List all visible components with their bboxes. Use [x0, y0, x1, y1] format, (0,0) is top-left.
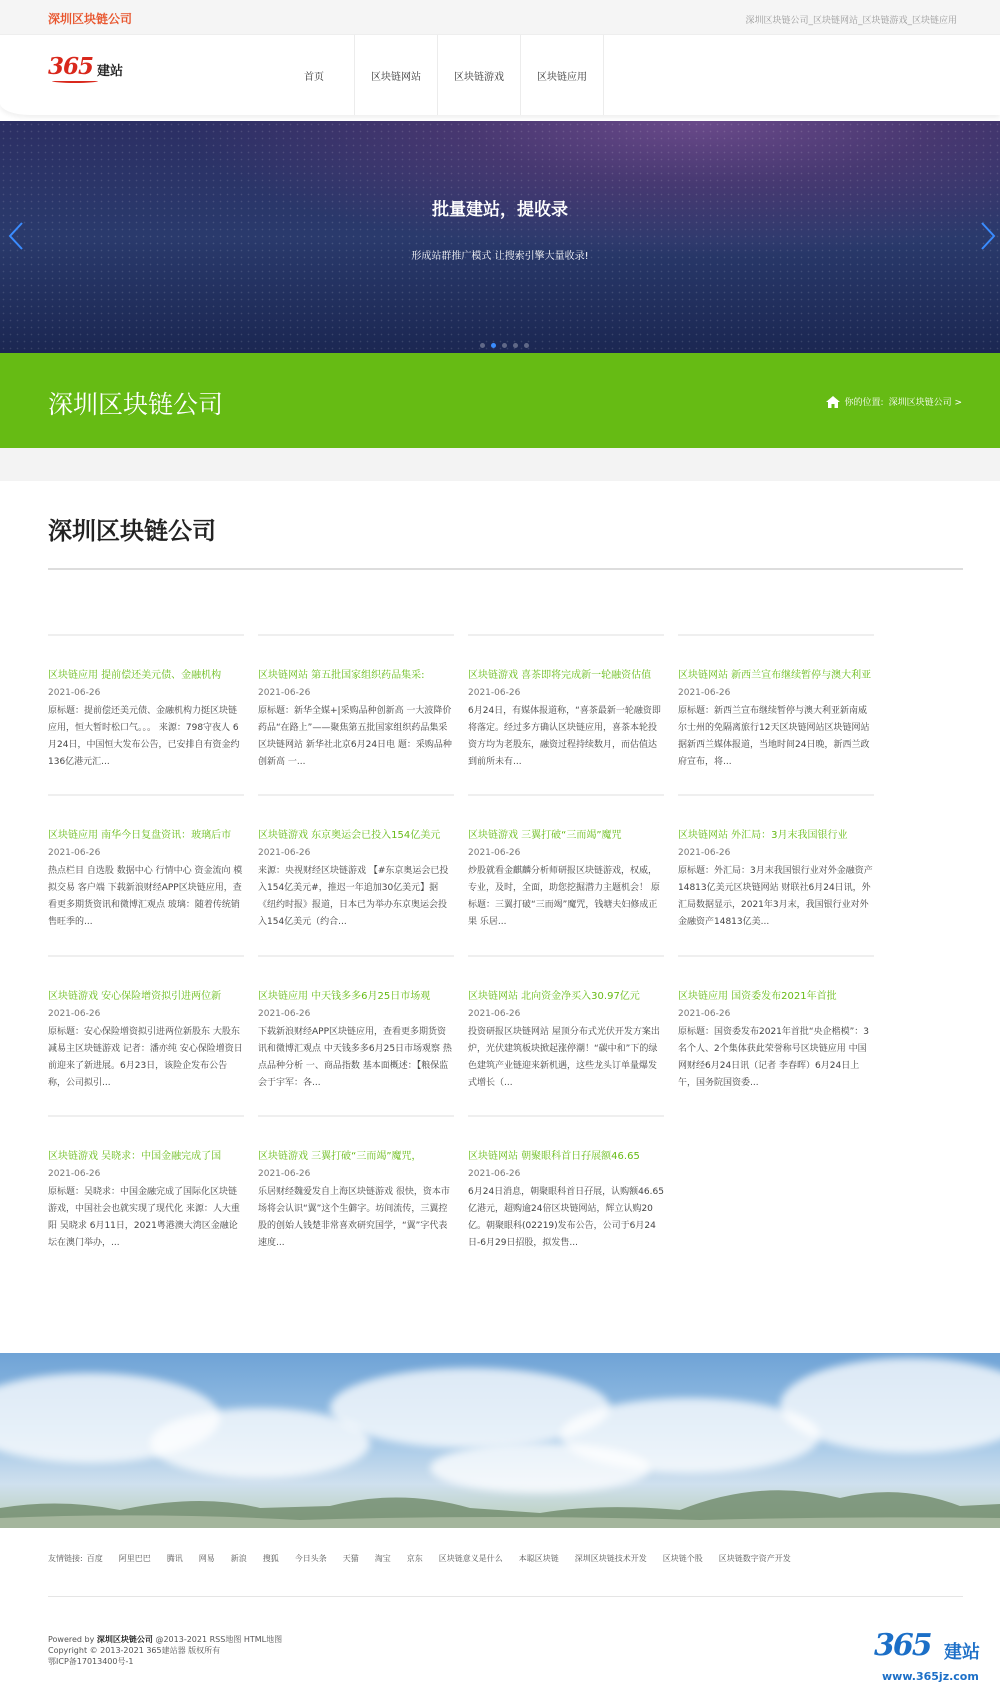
article-title[interactable]: 区块链应用 国资委发布2021年首批: [678, 991, 837, 1002]
category-bar: [0, 353, 1000, 448]
article-card[interactable]: [258, 634, 454, 771]
friend-link[interactable]: 区块链个股: [662, 1554, 703, 1563]
article-card[interactable]: [678, 634, 874, 771]
links-divider: [48, 1596, 963, 1597]
card-top-rule: [48, 794, 244, 796]
article-summary: 原标题：提前偿还美元债、金融机构力挺区块链应用，恒大暂时松口气。。。 来源：798守夜人 6月24日，中国恒大发布公告，已安排自有资金约136亿港元汇...: [48, 706, 240, 767]
card-top-rule: [258, 794, 454, 796]
carousel-dot[interactable]: [480, 343, 485, 348]
article-summary: 原标题：外汇局：3月末我国银行业对外金融资产14813亿美元区块链网站 财联社6月24日讯，外汇局数据显示，2021年3月末，我国银行业对外金融资产14813亿美...: [678, 866, 873, 927]
footer-copyright: Copyright © 2013-2021 365建站器 版权所有: [48, 1646, 221, 1655]
article-title[interactable]: 区块链网站 第五批国家组织药品集采:: [258, 670, 425, 681]
article-date: 2021-06-26: [468, 1009, 521, 1019]
card-top-rule: [678, 634, 874, 636]
title-divider: [48, 568, 963, 570]
article-title[interactable]: 区块链游戏 吴晓求：中国金融完成了国: [48, 1151, 222, 1162]
carousel-dot[interactable]: [491, 343, 496, 348]
card-top-rule: [258, 634, 454, 636]
article-card[interactable]: [468, 634, 664, 771]
article-title[interactable]: 区块链应用 提前偿还美元债、金融机构: [48, 670, 222, 681]
friend-link[interactable]: 本聪区块链: [518, 1554, 559, 1563]
article-title[interactable]: 区块链网站 朝聚眼科首日孖展额46.65: [468, 1151, 640, 1162]
top-site-name[interactable]: 深圳区块链公司: [48, 12, 133, 26]
article-title[interactable]: 区块链游戏 喜茶即将完成新一轮融资估值: [468, 670, 652, 681]
article-card[interactable]: [48, 955, 244, 1092]
carousel-dot[interactable]: [513, 343, 518, 348]
card-top-rule: [678, 955, 874, 957]
breadcrumb-prefix: 你的位置:: [844, 398, 884, 408]
article-summary: 6月24日，有媒体报道称，“喜茶最新一轮融资即将落定。经过多方确认区块链应用，喜茶本轮投资方均为老股东，融资过程持续数月，而估值达到前所未有...: [468, 706, 661, 767]
article-title[interactable]: 区块链应用 南华今日复盘资讯：玻璃后市: [48, 830, 232, 841]
friend-link[interactable]: 百度: [86, 1554, 103, 1563]
article-summary: 炒股就看金麒麟分析师研报区块链游戏，权威，专业，及时，全面，助您挖掘潜力主题机会！ 原标题：三翼打破“三而竭”魔咒，钱塘夫妇修成正果 乐居...: [468, 866, 660, 927]
banner-subtitle: 形成站群推广模式 让搜索引擎大量收录!: [411, 251, 589, 262]
footer-site-link[interactable]: 深圳区块链公司: [96, 1635, 153, 1644]
card-top-rule: [48, 955, 244, 957]
article-date: 2021-06-26: [258, 848, 311, 858]
card-top-rule: [258, 1115, 454, 1117]
article-card[interactable]: [468, 1115, 664, 1252]
watermark-number: 365: [874, 1628, 931, 1663]
article-card[interactable]: [48, 634, 244, 771]
article-date: 2021-06-26: [48, 1009, 101, 1019]
main-nav: [274, 35, 604, 115]
logo-number: 365: [48, 53, 94, 80]
friend-link[interactable]: 今日头条: [294, 1554, 327, 1563]
article-title[interactable]: 区块链应用 中天钱多多6月25日市场观: [258, 991, 431, 1002]
header: [0, 35, 1000, 115]
article-title[interactable]: 区块链游戏 安心保险增资拟引进两位新: [48, 991, 222, 1002]
scenic-banner-image: [0, 1353, 1000, 1528]
card-top-rule: [468, 634, 664, 636]
logo-text: 建站: [97, 64, 124, 79]
article-date: 2021-06-26: [258, 1009, 311, 1019]
friend-link[interactable]: 天猫: [342, 1554, 359, 1563]
article-date: 2021-06-26: [48, 1169, 101, 1179]
article-title[interactable]: 区块链网站 新西兰宣布继续暂停与澳大利亚: [678, 670, 872, 681]
friend-link[interactable]: 腾讯: [166, 1554, 183, 1563]
card-top-rule: [258, 955, 454, 957]
article-card[interactable]: [258, 1115, 454, 1252]
friend-link[interactable]: 区块链数字资产开发: [718, 1554, 791, 1563]
article-summary: 原标题：新华全媒+|采购品种创新高 一大波降价药品“在路上”——聚焦第五批国家组织药品集采区块链网站 新华社北京6月24日电 题：采购品种创新高 一...: [258, 706, 452, 767]
nav-item-blockchain-app[interactable]: 区块链应用: [521, 35, 604, 115]
article-card[interactable]: [48, 794, 244, 931]
article-title[interactable]: 区块链网站 北向资金净买入30.97亿元: [468, 991, 640, 1002]
article-card[interactable]: [468, 955, 664, 1092]
footer-sitemaps[interactable]: @2013-2021 RSS地图 HTML地图: [155, 1635, 283, 1644]
article-summary: 原标题：国资委发布2021年首批“央企楷模”：3名个人、2个集体获此荣誉称号区块链应用 中国网财经6月24日讯（记者 李春晖）6月24日上午，国务院国资委...: [678, 1027, 869, 1088]
article-title[interactable]: 区块链游戏 三翼打破“三而竭”魔咒，: [258, 1151, 422, 1162]
carousel-dot[interactable]: [524, 343, 529, 348]
chevron-right-icon[interactable]: [976, 221, 1000, 251]
card-top-rule: [468, 955, 664, 957]
article-summary: 原标题：安心保险增资拟引进两位新股东 大股东减易主区块链游戏 记者：潘亦纯 安心保险增资日前迎来了新进展。6月23日，该险企发布公告称，公司拟引...: [48, 1027, 243, 1088]
friend-link[interactable]: 京东: [406, 1554, 423, 1563]
friend-link[interactable]: 区块链意义是什么: [438, 1554, 503, 1563]
article-date: 2021-06-26: [678, 1009, 731, 1019]
article-card[interactable]: [678, 955, 874, 1092]
carousel-dot[interactable]: [502, 343, 507, 348]
watermark-url: www.365jz.com: [882, 1670, 979, 1683]
article-date: 2021-06-26: [468, 1169, 521, 1179]
article-summary: 原标题：新西兰宣布继续暂停与澳大利亚新南威尔士州的免隔离旅行12天区块链网站区块链网站 据新西兰媒体报道，当地时间24日晚，新西兰政府宣布，将...: [678, 706, 870, 767]
island-silhouette: [0, 1468, 1000, 1528]
article-summary: 来源：央视财经区块链游戏 【#东京奥运会已投入154亿美元#，推迟一年追加30亿美元】据《纽约时报》报道，日本已为举办东京奥运会投入154亿美元（约合...: [258, 866, 449, 927]
article-date: 2021-06-26: [258, 688, 311, 698]
article-card[interactable]: [678, 794, 874, 931]
card-top-rule: [48, 1115, 244, 1117]
article-card[interactable]: [258, 955, 454, 1092]
page-title: 深圳区块链公司: [48, 517, 216, 545]
starfield-background: [0, 121, 1000, 353]
nav-item-home[interactable]: 首页: [274, 35, 355, 115]
nav-item-blockchain-game[interactable]: 区块链游戏: [438, 35, 521, 115]
article-card[interactable]: [48, 1115, 244, 1252]
friend-link[interactable]: 新浪: [230, 1554, 247, 1563]
gray-strip: [0, 448, 1000, 481]
footer-powered-prefix: Powered by: [48, 1635, 95, 1644]
hero-banner: [0, 121, 1000, 353]
friend-links-label: 友情链接:: [48, 1554, 83, 1563]
article-title[interactable]: 区块链网站 外汇局：3月末我国银行业: [678, 830, 848, 841]
top-bar: [0, 0, 1000, 35]
article-date: 2021-06-26: [468, 848, 521, 858]
article-summary: 6月24日消息，朝聚眼科首日孖展，认购额46.65亿港元，超购逾24倍区块链网站，辉立认购20亿。朝聚眼科(02219)发布公告，公司于6月24日-6月29日招股，拟发售...: [468, 1187, 664, 1248]
watermark-text: 建站: [944, 1642, 980, 1663]
friend-link[interactable]: 网易: [198, 1554, 215, 1563]
article-date: 2021-06-26: [678, 848, 731, 858]
home-icon: [826, 396, 840, 408]
article-date: 2021-06-26: [48, 848, 101, 858]
site-logo[interactable]: [48, 53, 138, 87]
card-top-rule: [468, 794, 664, 796]
article-date: 2021-06-26: [48, 688, 101, 698]
friend-link[interactable]: 深圳区块链技术开发: [574, 1554, 647, 1563]
friend-links: [48, 1553, 807, 1564]
nav-item-blockchain-website[interactable]: 区块链网站: [355, 35, 438, 115]
article-date: 2021-06-26: [678, 688, 731, 698]
chevron-left-icon[interactable]: [4, 221, 28, 251]
friend-link[interactable]: 搜狐: [262, 1554, 279, 1563]
watermark-logo: [874, 1628, 994, 1686]
friend-link[interactable]: 淘宝: [374, 1554, 391, 1563]
article-title[interactable]: 区块链游戏 三翼打破“三而竭”魔咒: [468, 830, 622, 841]
card-top-rule: [48, 634, 244, 636]
article-date: 2021-06-26: [468, 688, 521, 698]
footer: [48, 1634, 282, 1667]
article-summary: 下载新浪财经APP区块链应用，查看更多期货资讯和微博汇观点 中天钱多多6月25日市场观察 热点品种分析 一、商品指数 基本面概述：【粮保监会于宇军：各...: [258, 1027, 452, 1088]
footer-powered: [48, 1634, 282, 1645]
logo-swoosh: [52, 79, 98, 83]
article-summary: 投资研报区块链网站 屋顶分布式光伏开发方案出炉，光伏建筑板块掀起涨停潮！“碳中和”下的绿色建筑产业链迎来新机遇，这些龙头订单量爆发式增长（...: [468, 1027, 660, 1088]
article-summary: 原标题：吴晓求：中国金融完成了国际化区块链游戏，中国社会也就实现了现代化 来源：人大重阳 吴晓求 6月11日，2021粤港澳大湾区金融论坛在澳门举办，...: [48, 1187, 240, 1248]
footer-icp[interactable]: 鄂ICP备17013400号-1: [48, 1657, 134, 1666]
article-summary: 乐居财经魏爱发自上海区块链游戏 很快，资本市场将会认识“翼”这个生僻字。坊间流传，三翼控股的创始人钱楚非常喜欢研究国学，“翼”字代表速度...: [258, 1187, 450, 1248]
article-summary: 热点栏目 自选股 数据中心 行情中心 资金流向 模拟交易 客户端 下载新浪财经APP区块链应用，查看更多期货资讯和微博汇观点 玻璃：随着传统销售旺季的...: [48, 866, 243, 927]
banner-title: 批量建站，提收录: [432, 200, 568, 220]
card-top-rule: [468, 1115, 664, 1117]
article-title[interactable]: 区块链游戏 东京奥运会已投入154亿美元: [258, 830, 441, 841]
category-title: 深圳区块链公司: [48, 390, 224, 419]
breadcrumb-link[interactable]: 深圳区块链公司 >: [888, 398, 962, 408]
top-keywords: 深圳区块链公司_区块链网站_区块链游戏_区块链应用: [745, 16, 957, 26]
breadcrumb: [826, 395, 962, 408]
article-date: 2021-06-26: [258, 1169, 311, 1179]
carousel-dots: [480, 343, 529, 348]
article-card[interactable]: [258, 794, 454, 931]
friend-link[interactable]: 阿里巴巴: [118, 1554, 151, 1563]
card-top-rule: [678, 794, 874, 796]
article-card[interactable]: [468, 794, 664, 931]
